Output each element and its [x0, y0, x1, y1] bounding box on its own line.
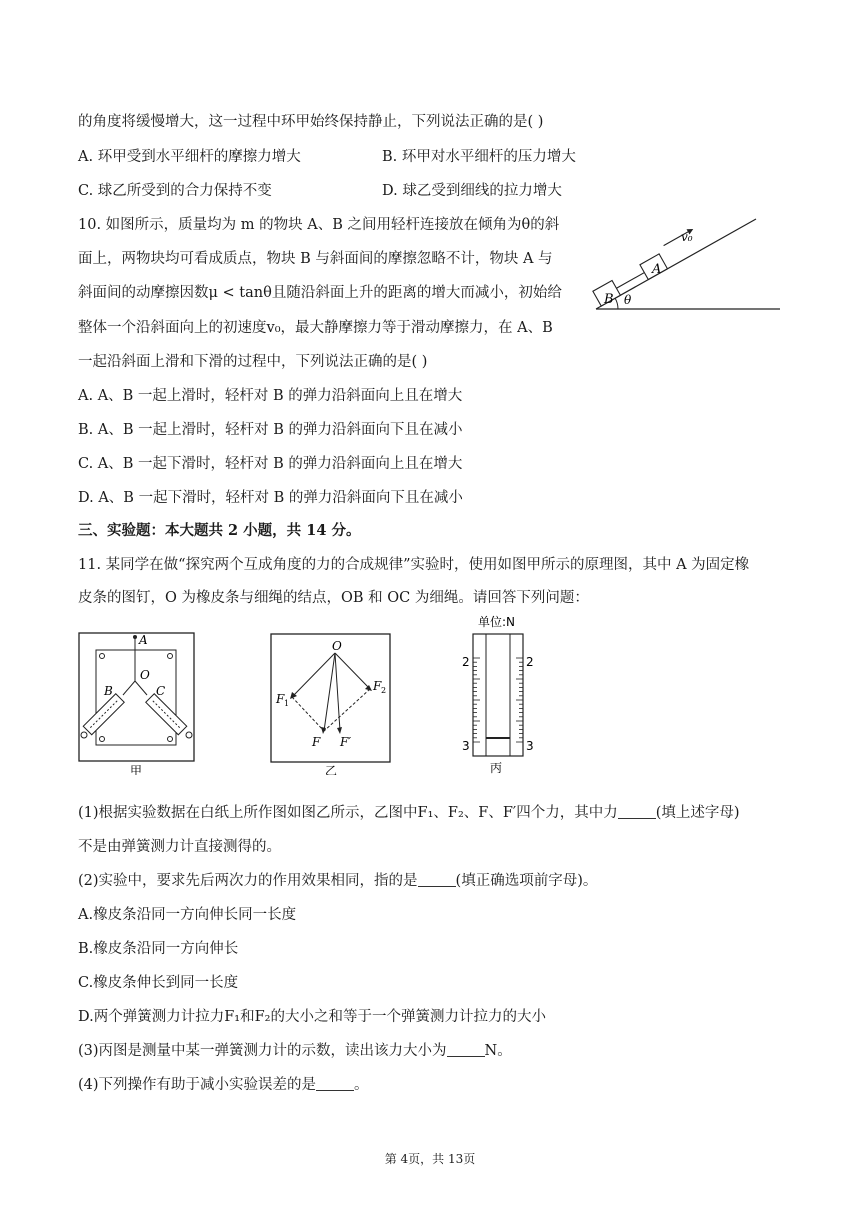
- q10-line-5: 一起沿斜面上滑和下滑的过程中，下列说法正确的是( ): [78, 354, 428, 370]
- answer-blank-4[interactable]: [316, 1076, 354, 1091]
- bing-tick-3-left: 3: [462, 739, 470, 753]
- label-v0: v₀: [681, 230, 693, 244]
- jia-label-c: C: [156, 684, 166, 698]
- figure-jia: [78, 625, 196, 775]
- section-heading: 三、实验题：本大题共 2 小题，共 14 分。: [78, 522, 361, 539]
- yi-label-f1: F: [276, 692, 285, 706]
- q10-line-2: 面上，两物块均可看成质点，物块 B 与斜面间的摩擦忽略不计，物块 A 与: [78, 251, 553, 267]
- yi-label-o: O: [332, 639, 342, 653]
- q9-line: 的角度将缓慢增大，这一过程中环甲始终保持静止，下列说法正确的是( ): [78, 114, 544, 130]
- jia-label-o: O: [140, 668, 150, 682]
- q11-sub1-line1: [78, 803, 740, 823]
- answer-blank-1[interactable]: [618, 804, 656, 819]
- q11-line-1: 11. 某同学在做“探究两个互成角度的力的合成规律”实验时，使用如图甲所示的原理图，其中 A 为固定橡: [78, 557, 750, 573]
- q11-sub4-line: [78, 1075, 369, 1095]
- q10-line-3: 斜面间的动摩擦因数μ < tanθ且随沿斜面上升的距离的增大而减小，初始给: [78, 285, 562, 301]
- q11-sub2-text: (2)实验中，要求先后两次力的作用效果相同，指的是: [78, 873, 418, 889]
- jia-label-a: A: [139, 633, 148, 647]
- yi-label-fp: F′: [340, 735, 352, 749]
- q9-option-a: A. 环甲受到水平细杆的摩擦力增大: [78, 149, 301, 165]
- q11-sub3-unit: N。: [484, 1043, 512, 1059]
- q10-line-1: 10. 如图所示，质量均为 m 的物块 A、B 之间用轻杆连接放在倾角为θ的斜: [78, 217, 560, 233]
- yi-label-f2: F: [373, 679, 382, 693]
- bing-tick-3-right: 3: [526, 739, 534, 753]
- q11-sub3-line: [78, 1041, 512, 1061]
- q11-sub4-end: 。: [354, 1077, 369, 1093]
- q9-option-c: C. 球乙所受到的合力保持不变: [78, 183, 272, 199]
- light-rod: [616, 273, 644, 289]
- q9-option-b: B. 环甲对水平细杆的压力增大: [382, 149, 576, 165]
- yi-label-f: F: [312, 735, 321, 749]
- q10-option-c: C. A、B 一起下滑时，轻杆对 B 的弹力沿斜面向上且在增大: [78, 456, 463, 472]
- label-b: B: [604, 292, 614, 307]
- label-theta: θ: [624, 293, 632, 307]
- q10-option-b: B. A、B 一起上滑时，轻杆对 B 的弹力沿斜面向下且在减小: [78, 422, 463, 438]
- caption-yi: 乙: [325, 764, 338, 775]
- caption-bing: 丙: [490, 761, 503, 775]
- q11-sub3-text: (3)丙图是测量中某一弹簧测力计的示数，读出该力大小为: [78, 1043, 447, 1059]
- q11-sub1-hint: (填上述字母): [655, 805, 740, 821]
- q11-sub2-option-d: D.两个弹簧测力计拉力F₁和F₂的大小之和等于一个弹簧测力计拉力的大小: [78, 1009, 546, 1025]
- incline-figure: [588, 215, 784, 315]
- label-a: A: [652, 262, 662, 277]
- answer-blank-3[interactable]: [447, 1042, 485, 1057]
- yi-label-f2-sub: 2: [381, 686, 387, 695]
- q10-option-a: A. A、B 一起上滑时，轻杆对 B 的弹力沿斜面向上且在增大: [78, 388, 463, 404]
- q11-sub2-hint: (填正确选项前字母)。: [455, 873, 598, 889]
- page-footer: 第 4页，共 13页: [384, 1152, 476, 1166]
- q10-line-4: 整体一个沿斜面向上的初速度v₀，最大静摩擦力等于滑动摩擦力，在 A、B: [78, 320, 553, 336]
- answer-blank-2[interactable]: [418, 872, 456, 887]
- q11-sub1-text: (1)根据实验数据在白纸上所作图如图乙所示，乙图中F₁、F₂、F、F′四个力，其中力: [78, 805, 618, 821]
- yi-label-f1-sub: 1: [284, 699, 290, 708]
- bing-tick-2-right: 2: [526, 655, 534, 669]
- figure-bing: [458, 612, 538, 775]
- q11-sub2-option-b: B.橡皮条沿同一方向伸长: [78, 941, 239, 957]
- caption-jia: 甲: [130, 764, 143, 775]
- q11-sub1-line2: 不是由弹簧测力计直接测得的。: [78, 839, 281, 855]
- figure-yi: [270, 633, 392, 775]
- q11-line-2: 皮条的图钉，O 为橡皮条与细绳的结点，OB 和 OC 为细绳。请回答下列问题：: [78, 590, 589, 606]
- bing-tick-2-left: 2: [462, 655, 470, 669]
- q11-sub4-text: (4)下列操作有助于减小实验误差的是: [78, 1077, 317, 1093]
- q11-sub2-line: [78, 871, 597, 891]
- jia-label-b: B: [104, 684, 113, 698]
- q11-sub2-option-c: C.橡皮条伸长到同一长度: [78, 975, 239, 991]
- q9-option-d: D. 球乙受到细线的拉力增大: [382, 183, 562, 199]
- q11-sub2-option-a: A.橡皮条沿同一方向伸长同一长度: [78, 907, 297, 923]
- bing-unit: 单位:N: [478, 615, 516, 629]
- q10-option-d: D. A、B 一起下滑时，轻杆对 B 的弹力沿斜面向下且在减小: [78, 490, 463, 506]
